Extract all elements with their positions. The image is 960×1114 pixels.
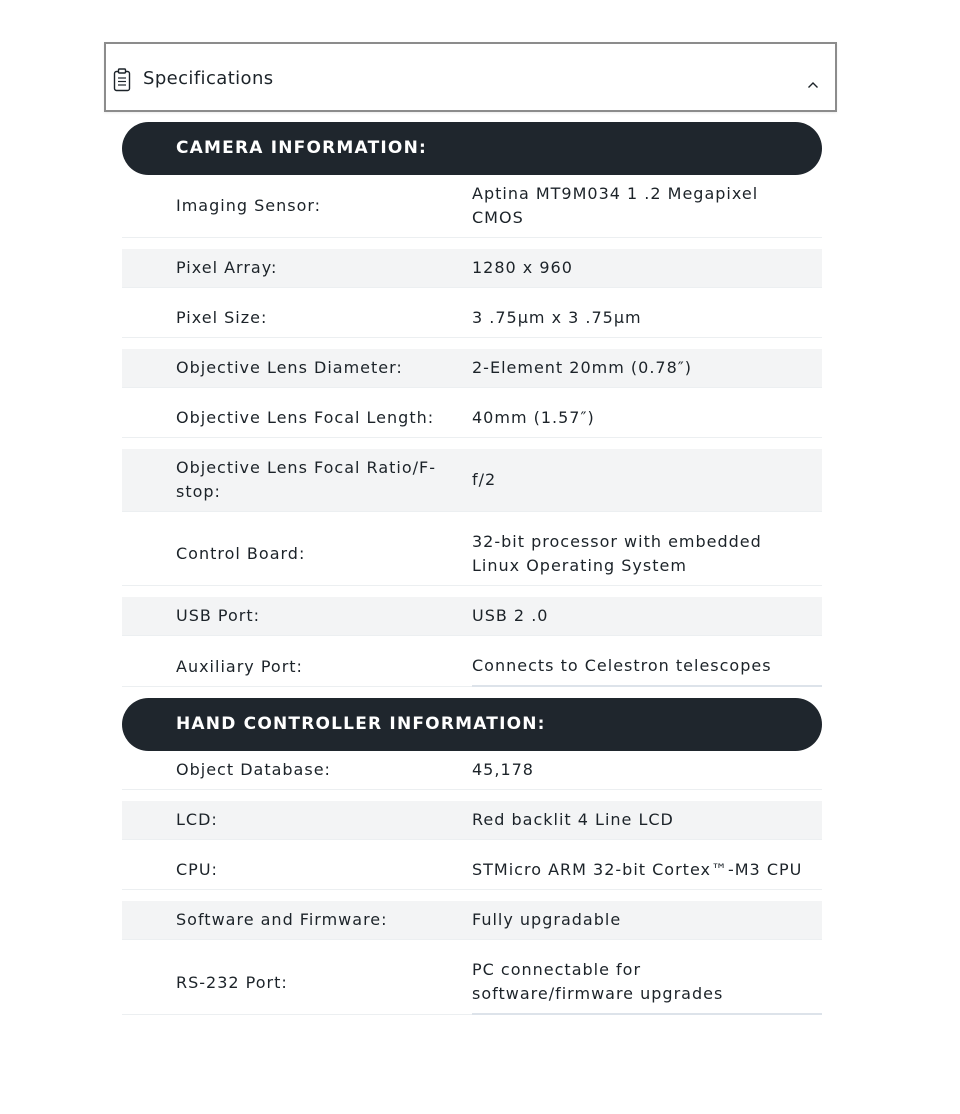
table-row [122, 951, 822, 1015]
table-row [122, 851, 822, 890]
table-row [122, 751, 822, 790]
spec-label: LCD: [122, 801, 472, 840]
spec-label: Auxiliary Port: [122, 647, 472, 687]
spec-value: f/2 [472, 449, 822, 512]
table-row [122, 175, 822, 238]
spec-label: Control Board: [122, 523, 472, 586]
spec-value: Connects to Celestron telescopes [472, 647, 822, 687]
spec-value: USB 2 .0 [472, 597, 822, 636]
spec-label: Object Database: [122, 751, 472, 790]
spec-value: 1280 x 960 [472, 249, 822, 288]
spec-label: CPU: [122, 851, 472, 890]
spec-label: Objective Lens Diameter: [122, 349, 472, 388]
spec-value: 3 .75μm x 3 .75μm [472, 299, 822, 338]
spec-value: 45,178 [472, 751, 822, 790]
spec-label: Imaging Sensor: [122, 175, 472, 238]
accordion-title: Specifications [143, 68, 274, 89]
spec-value: 32-bit processor with embedded Linux Operating System [472, 523, 822, 586]
spec-label: Software and Firmware: [122, 901, 472, 940]
table-row [122, 299, 822, 338]
spec-value: Aptina MT9M034 1 .2 Megapixel CMOS [472, 175, 822, 238]
spec-value: PC connectable for software/firmware upgrades [472, 951, 822, 1015]
specifications-panel [122, 122, 822, 1026]
table-row [122, 901, 822, 940]
table-row [122, 349, 822, 388]
section-heading-hand-controller: HAND CONTROLLER INFORMATION: [122, 698, 822, 751]
spec-label: Objective Lens Focal Length: [122, 399, 472, 438]
table-row [122, 647, 822, 687]
spec-label: Objective Lens Focal Ratio/F-stop: [122, 449, 472, 512]
spec-value: 2-Element 20mm (0.78″) [472, 349, 822, 388]
section-heading-camera: CAMERA INFORMATION: [122, 122, 822, 175]
specifications-accordion-header[interactable] [104, 42, 837, 112]
spec-label: USB Port: [122, 597, 472, 636]
clipboard-icon [113, 68, 131, 92]
spec-label: RS-232 Port: [122, 951, 472, 1015]
table-row [122, 597, 822, 636]
chevron-up-icon[interactable] [807, 74, 819, 82]
camera-spec-table [122, 164, 822, 698]
table-row [122, 399, 822, 438]
table-row [122, 801, 822, 840]
spec-value: Red backlit 4 Line LCD [472, 801, 822, 840]
spec-value: 40mm (1.57″) [472, 399, 822, 438]
spec-label: Pixel Size: [122, 299, 472, 338]
spec-value: Fully upgradable [472, 901, 822, 940]
table-row [122, 523, 822, 586]
spec-label: Pixel Array: [122, 249, 472, 288]
hand-controller-spec-table [122, 740, 822, 1026]
table-row [122, 249, 822, 288]
spec-value: STMicro ARM 32-bit Cortex™-M3 CPU [472, 851, 822, 890]
table-row [122, 449, 822, 512]
